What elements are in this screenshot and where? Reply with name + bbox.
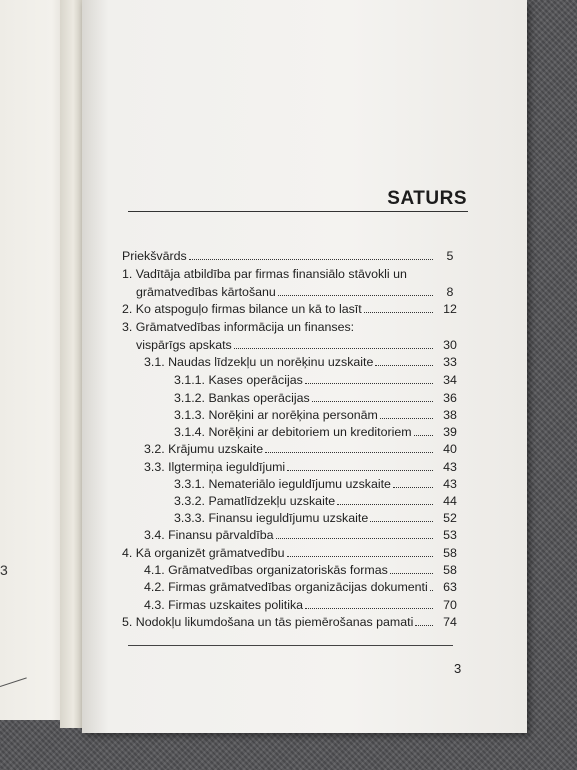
toc-entry-title: 4.3. Firmas uzskaites politika xyxy=(144,598,304,612)
toc-entry xyxy=(136,336,464,352)
toc-entry-title: 3.1.2. Bankas operācijas xyxy=(174,391,310,405)
toc-entry-title: 3.4. Finansu pārvaldība xyxy=(144,528,274,542)
toc-entry xyxy=(136,283,464,299)
toc-leader-dots xyxy=(265,451,433,453)
toc-entry-page: 43 xyxy=(443,460,457,474)
toc-leader-dots xyxy=(287,555,433,557)
toc-entry xyxy=(122,265,464,281)
toc-entry-page: 36 xyxy=(443,391,457,405)
toc-entry xyxy=(174,371,464,387)
toc-leader-dots xyxy=(390,572,433,574)
toc-entry-page: 34 xyxy=(443,373,457,387)
toc-entry xyxy=(122,613,464,629)
title-rule xyxy=(128,211,468,212)
toc-entry-title: grāmatvedības kārtošanu xyxy=(136,285,276,299)
toc-entry xyxy=(174,475,464,491)
toc-entry xyxy=(122,544,464,560)
toc-leader-dots xyxy=(393,486,433,488)
toc-entry xyxy=(144,596,464,612)
toc-entry-title: 3.2. Krājumu uzskaite xyxy=(144,442,264,456)
toc-leader-dots xyxy=(305,607,433,609)
toc-entry-page: 33 xyxy=(443,355,457,369)
toc-entry-page: 8 xyxy=(446,285,454,299)
toc-entry-title: 3.3.3. Finansu ieguldījumu uzskaite xyxy=(174,511,369,525)
left-page-mark: 3 xyxy=(0,562,8,578)
toc-entry-title: Priekšvārds xyxy=(122,249,187,263)
toc-leader-dots xyxy=(234,347,433,349)
toc-entry-page: 39 xyxy=(443,425,457,439)
toc-leader-dots xyxy=(415,624,433,626)
toc-entry xyxy=(122,318,464,334)
toc-leader-dots xyxy=(414,434,433,436)
toc-entry-title: 3.1. Naudas līdzekļu un norēķinu uzskaite xyxy=(144,355,374,369)
toc-entry xyxy=(122,247,464,263)
toc-leader-dots xyxy=(276,537,434,539)
left-page-line xyxy=(0,677,27,687)
toc-leader-dots xyxy=(278,294,433,296)
toc-entry-title: 4.2. Firmas grāmatvedības organizācijas dokumenti xyxy=(144,580,428,594)
toc-entry xyxy=(174,406,464,422)
toc-leader-dots xyxy=(364,311,433,313)
toc-entry-page: 5 xyxy=(446,249,454,263)
toc-entry-title: 3.1.3. Norēķini ar norēķina personām xyxy=(174,408,378,422)
toc-entry xyxy=(144,440,464,456)
toc-entry-title: 3.3.1. Nemateriālo ieguldījumu uzskaite xyxy=(174,477,391,491)
toc-entry-page: 12 xyxy=(443,302,457,316)
toc-leader-dots xyxy=(312,400,433,402)
toc-entry xyxy=(144,353,464,369)
toc-entry xyxy=(144,526,464,542)
toc-entry-page: 44 xyxy=(443,494,457,508)
toc-entry xyxy=(174,423,464,439)
toc-entry xyxy=(144,578,464,594)
toc-entry-title: 3.3. Ilgtermiņa ieguldījumi xyxy=(144,460,286,474)
toc-entry-page: 74 xyxy=(443,615,457,629)
toc-entry xyxy=(144,561,464,577)
footer-rule xyxy=(128,645,453,646)
toc-entry-title: 3. Grāmatvedības informācija un finanses: xyxy=(122,320,355,334)
toc-entry xyxy=(174,389,464,405)
toc-entry-title: 4. Kā organizēt grāmatvedību xyxy=(122,546,285,560)
toc-entry-title: 5. Nodokļu likumdošana un tās piemērošanas pamati xyxy=(122,615,414,629)
toc-leader-dots xyxy=(430,589,433,591)
page-title: SATURS xyxy=(387,188,467,209)
toc-entry-title: vispārīgs apskats xyxy=(136,338,232,352)
toc-entry-title: 1. Vadītāja atbildība par firmas finansiālo stāvokli un xyxy=(122,267,407,281)
page-number: 3 xyxy=(454,661,462,676)
toc-leader-dots xyxy=(305,382,433,384)
toc-leader-dots xyxy=(189,258,433,260)
toc-entry xyxy=(122,300,464,316)
toc-entry-page: 70 xyxy=(443,598,457,612)
toc-leader-dots xyxy=(375,364,433,366)
toc-entry xyxy=(174,492,464,508)
toc-entry-page: 30 xyxy=(443,338,457,352)
toc-entry-page: 63 xyxy=(443,580,457,594)
toc-entry-page: 58 xyxy=(443,546,457,560)
toc-entry-title: 4.1. Grāmatvedības organizatoriskās formas xyxy=(144,563,388,577)
toc-entry-page: 52 xyxy=(443,511,457,525)
toc-entry xyxy=(144,458,464,474)
toc-entry-page: 38 xyxy=(443,408,457,422)
toc-entry-page: 40 xyxy=(443,442,457,456)
toc-entry xyxy=(174,509,464,525)
toc-entry-page: 58 xyxy=(443,563,457,577)
toc-entry-title: 2. Ko atspoguļo firmas bilance un kā to lasīt xyxy=(122,302,362,316)
toc-entry-title: 3.1.1. Kases operācijas xyxy=(174,373,303,387)
toc-entry-page: 53 xyxy=(443,528,457,542)
toc-leader-dots xyxy=(287,469,433,471)
toc-leader-dots xyxy=(380,417,433,419)
toc-entry-title: 3.1.4. Norēķini ar debitoriem un kreditoriem xyxy=(174,425,412,439)
toc-leader-dots xyxy=(337,503,433,505)
toc-entry-title: 3.3.2. Pamatlīdzekļu uzskaite xyxy=(174,494,336,508)
toc-entry-page: 43 xyxy=(443,477,457,491)
toc-leader-dots xyxy=(370,520,433,522)
contents-page xyxy=(82,0,527,733)
book-spine-edge xyxy=(60,0,82,728)
